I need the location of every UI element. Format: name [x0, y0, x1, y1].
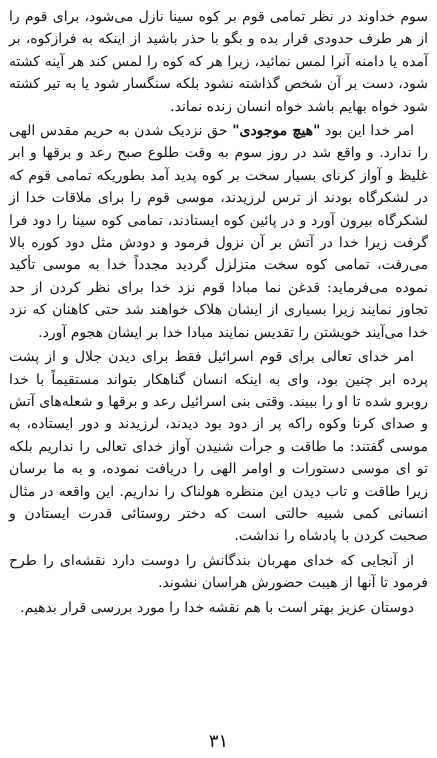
page-number: ۳۱ [208, 731, 229, 752]
paragraph-5: دوستان عزیز بهتر است با هم نقشه خدا را مورد بررسی قرار بدهیم. [20, 599, 414, 616]
paragraph-2-rest: حق نزدیک شدن به حریم مقدس الهی را ندارد. و واقع شد در روز سوم به وقت طلوع صبح رعد و برقها و ابر غلیظ و آواز کرنای بسیار سخت بر کوه پدید آمد بطوریکه تمامی قوم که در لشکرگاه بودند از ترس لرزیدند، موسی قوم را برای ملاقات خدا از لشکرگاه بیرون آورد و در پائین کوه ایستادند، تمامی کوه سینا را دود فرا گرفت زیرا خدا در آتش بر آن نزول فرمود و دودش مثل دود کوره بالا می‌رفت، تمامی کوه سخت متزلزل گردید مجدداً خدا به موسی تأکید نموده می‌فرماید: قدغن نما مبادا قوم نزد خدا برای نظر کردن از حد تجاوز نمایند زیرا بسیاری از ایشان هلاک خواهند شد حتی کاهنان که نزد خدا می‌آیند خویشتن را تقدیس نمایند مبادا خدا بر ایشان هجوم آورد. [9, 123, 428, 341]
paragraph-2-lead: امر خدا این بود [320, 123, 414, 140]
paragraph-2 [9, 120, 428, 344]
page-body [9, 6, 428, 619]
paragraph-4: از آنجایی که خدای مهربان بندگانش را دوست دارد نقشه‌ای را طرح فرمود تا آنها از هیبت حضورش هراسان نشوند. [9, 552, 428, 592]
paragraph-3: امر خدای تعالی برای قوم اسرائیل فقط برای دیدن جلال و از پشت پرده ابر چنین بود، وای به اینکه انسان گناهکار بتواند مستقیماً با خدا روبرو شده تا او را ببیند. وقتی بنی اسرائیل رعد و برقها و شعله‌های آتش و صدای کرنا وکوه راکه پر از دود بود دیدند، لرزیدند و دور ایستاده، به موسی گفتند: ما طاقت و جرأت شنیدن آواز خدای تعالی را نداریم بلکه تو ای موسی دستورات و اوامر الهی را دریافت نموده، و به ما برسان زیرا طاقت و تاب دیدن این منظره هولناک را نداریم. این واقعه در مثال انسانی کمی شبیه حالتی است که دختر روستائی قدرت ایستادن و صحبت کردن با پادشاه را نداشت. [9, 349, 428, 545]
paragraph-1: سوم خداوند در نظر تمامی قوم بر کوه سینا نازل می‌شود، برای قوم را از هر طرف حدودی قرار بده و بگو با حذر باشید از اینکه به فرازکوه، بر آمده یا دامنه آنرا لمس نمائید، زیرا هر که کوه را لمس کند هر آینه کشته شود، دست بر آن شخص گذاشته نشود بلکه سنگسار شود یا به تیر کشته شود خواه بهایم باشد خواه انسان زنده نماند. [9, 9, 428, 115]
emphasis-no-creature: "هیچ موجودی" [232, 123, 321, 140]
